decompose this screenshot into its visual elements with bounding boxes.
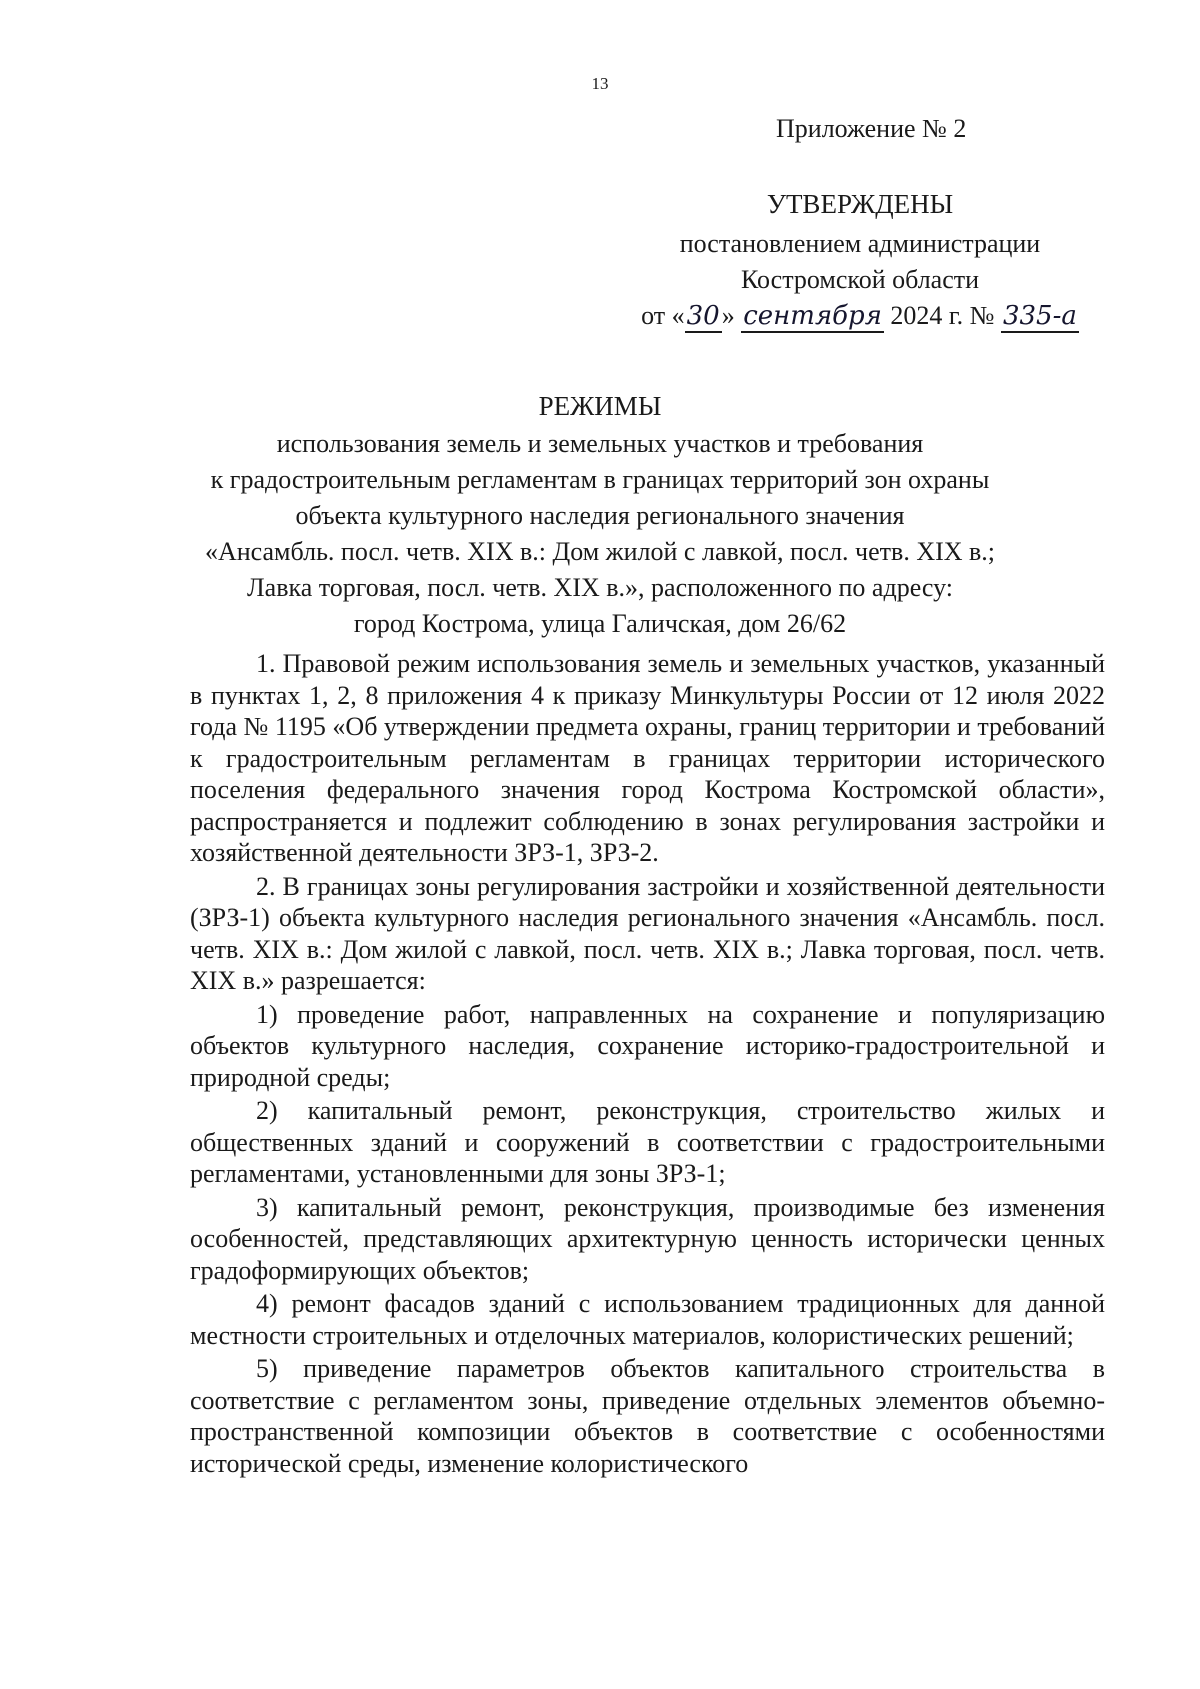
approved-heading: УТВЕРЖДЕНЫ	[766, 189, 954, 219]
document-title	[150, 388, 1050, 642]
date-year: 2024 г. №	[890, 301, 995, 330]
title-line: к градостроительным регламентам в границах территорий зон охраны	[210, 465, 990, 494]
title-line: Лавка торговая, посл. четв. XIX в.», расположенного по адресу:	[247, 573, 953, 602]
paragraph: 2. В границах зоны регулирования застройки и хозяйственной деятельности (ЗРЗ-1) объекта культурного наследия регионального значения «Ансамбль. посл. четв. XIX в.: Дом жилой с лавкой, посл. четв. XIX в.; Лавка торговая, посл. четв. XIX в.» разрешается:	[190, 871, 1105, 995]
handwritten-number: 335-а	[1002, 301, 1077, 331]
appendix-label: Приложение № 2	[776, 114, 967, 143]
list-item: 2) капитальный ремонт, реконструкция, строительство жилых и общественных зданий и сооружений в соответствии с градостроительными регламентами, установленными для зоны ЗРЗ-1;	[190, 1096, 1105, 1188]
list-item: 4) ремонт фасадов зданий с использованием традиционных для данной местности строительных и отделочных материалов, колористических решений;	[190, 1289, 1105, 1350]
title-line: «Ансамбль. посл. четв. XIX в.: Дом жилой с лавкой, посл. четв. XIX в.;	[204, 537, 996, 566]
list-item: 3) капитальный ремонт, реконструкция, производимые без изменения особенностей, представляющих архитектурную ценность исторически ценных градоформирующих объектов;	[190, 1192, 1105, 1285]
title-line: город Кострома, улица Галичская, дом 26/62	[353, 609, 847, 638]
list-item: 1) проведение работ, направленных на сохранение и популяризацию объектов культурного наследия, сохранение историко-градостроительной и природной среды;	[190, 999, 1105, 1092]
title-line: использования земель и земельных участков и требования	[276, 429, 924, 458]
date-prefix: от «	[641, 301, 685, 330]
list-item: 5) приведение параметров объектов капитального строительства в соответствие с регламентом зоны, приведение отдельных элементов объемно-пространственной композиции объектов в соответствие с особенностями исторической среды, изменение колористического	[190, 1354, 1105, 1478]
approval-line-1: постановлением администрации	[679, 229, 1041, 258]
approval-date-line	[600, 298, 1120, 334]
approval-line-2: Костромской области	[740, 265, 980, 294]
date-quote-close: »	[721, 301, 735, 330]
document-body	[190, 648, 1105, 1481]
page-number: 13	[591, 74, 609, 93]
paragraph: 1. Правовой режим использования земель и земельных участков, указанный в пунктах 1, 2, 8 приложения 4 к приказу Минкультуры России от 12 июля 2022 года № 1195 «Об утверждении предмета охраны, границ территории и требований к градостроительным регламентам в границах территории исторического поселения федерального значения город Кострома Костромской области», распространяется и подлежит соблюдению в зонах регулирования застройки и хозяйственной деятельности ЗРЗ-1, ЗРЗ-2.	[190, 649, 1105, 867]
title-line: объекта культурного наследия регионального значения	[295, 501, 905, 530]
handwritten-month: сентября	[743, 301, 882, 331]
approval-block	[600, 186, 1120, 334]
title-heading: РЕЖИМЫ	[538, 391, 662, 421]
handwritten-day: 30	[686, 301, 720, 331]
